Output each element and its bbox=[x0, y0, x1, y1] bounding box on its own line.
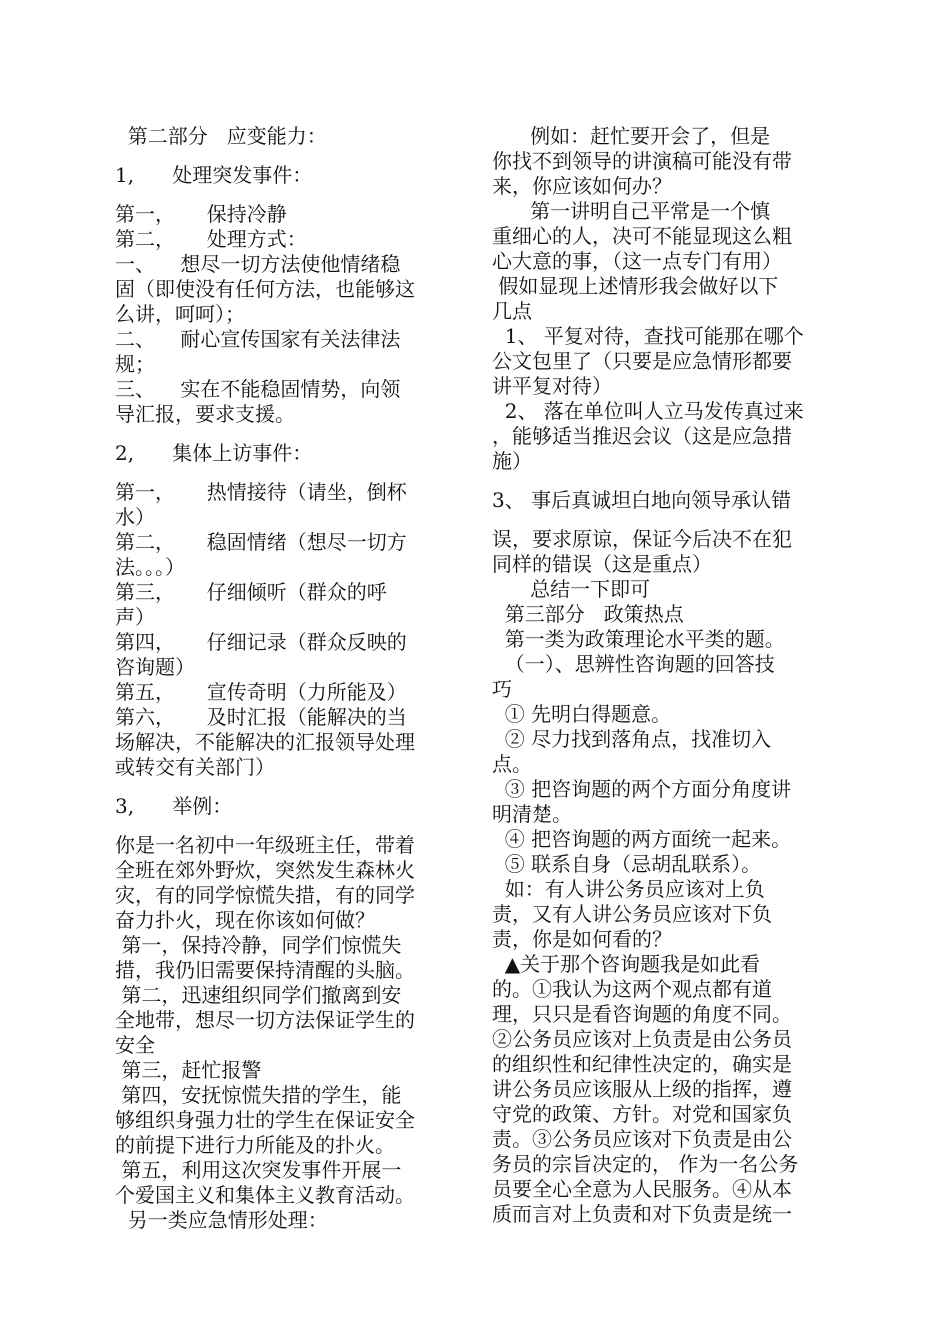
text-line: 1、 平复对待，查找可能那在哪个 bbox=[492, 324, 804, 348]
text-line: （一）、思辨性咨询题的回答技 bbox=[492, 652, 775, 676]
text-line: 第二，迅速组织同学们撤离到安 bbox=[115, 983, 402, 1007]
text-line: 误，要求原谅，保证今后决不在犯 bbox=[492, 527, 792, 551]
text-line: 一、 想尽一切方法使他情绪稳 bbox=[115, 252, 401, 276]
text-line: ⑤ 联系自身（忌胡乱联系）。 bbox=[492, 852, 762, 876]
text-line: 守党的政策、方针。对党和国家负 bbox=[492, 1102, 792, 1126]
text-line: 固（即使没有任何方法，也能够这 bbox=[115, 277, 415, 301]
text-line: 责，你是如何看的？ bbox=[492, 927, 672, 951]
text-line: 第二， 稳固情绪（想尽一切方 bbox=[115, 530, 407, 554]
text-line: 么讲，呵呵）； bbox=[115, 302, 245, 326]
text-line: ④ 把咨询题的两方面统一起来。 bbox=[492, 827, 792, 851]
text-line: 第二部分 应变能力： bbox=[115, 124, 327, 148]
text-line: 责。③公务员应该对下负责是由公 bbox=[492, 1127, 792, 1151]
paragraph-gap bbox=[115, 819, 455, 833]
text-line: 全班在郊外野炊，突然发生森林火 bbox=[115, 858, 415, 882]
text-line: 第一， 保持冷静 bbox=[115, 202, 287, 226]
text-line: 第一类为政策理论水平类的题。 bbox=[492, 627, 785, 651]
text-line: 的前提下进行力所能及的扑火。 bbox=[115, 1133, 395, 1157]
text-line: 公文包里了（只要是应急情形都要 bbox=[492, 349, 792, 373]
text-line: 责，又有人讲公务员应该对下负 bbox=[492, 902, 772, 926]
text-line: 咨询题） bbox=[115, 655, 195, 679]
text-line: 第三，赶忙报警 bbox=[115, 1058, 262, 1082]
text-line: ③ 把咨询题的两个方面分角度讲 bbox=[492, 777, 792, 801]
text-line: 第三， 仔细倾听（群众的呼 bbox=[115, 580, 387, 604]
text-line: 2、 落在单位叫人立马发传真过来 bbox=[492, 399, 804, 423]
text-line: 第六， 及时汇报（能解决的当 bbox=[115, 705, 407, 729]
text-line: 够组织身强力壮的学生在保证安全 bbox=[115, 1108, 415, 1132]
text-line: ② 尽力找到落角点，找准切入 bbox=[492, 727, 772, 751]
text-line: 第四，安抚惊慌失措的学生，能 bbox=[115, 1083, 402, 1107]
text-line: 理，只只是看咨询题的角度不同。 bbox=[492, 1002, 792, 1026]
text-line: 第一， 热情接待（请坐，倒杯 bbox=[115, 480, 407, 504]
paragraph-gap bbox=[115, 427, 455, 441]
paragraph-gap bbox=[115, 149, 455, 163]
text-line: 心大意的事，（这一点专门有用） bbox=[492, 249, 782, 273]
text-line: 三、 实在不能稳固情势，向领 bbox=[115, 377, 401, 401]
text-line: 第五，利用这次突发事件开展一 bbox=[115, 1158, 402, 1182]
text-line: 的。①我认为这两个观点都有道 bbox=[492, 977, 772, 1001]
text-line: 1, 处理突发事件： bbox=[115, 163, 313, 187]
paragraph-gap bbox=[115, 466, 455, 480]
text-line: 第三部分 政策热点 bbox=[492, 602, 684, 626]
text-line: 场解决，不能解决的汇报领导处理 bbox=[115, 730, 415, 754]
text-line: 员要全心全意为人民服务。④从本 bbox=[492, 1177, 792, 1201]
text-line: 总结一下即可 bbox=[492, 577, 651, 601]
text-line: 或转交有关部门） bbox=[115, 755, 275, 779]
text-line: 巧 bbox=[492, 677, 512, 701]
text-line: 二、 耐心宣传国家有关法律法 bbox=[115, 327, 401, 351]
text-line: 同样的错误（这是重点） bbox=[492, 552, 712, 576]
text-line: 的组织性和纪律性决定的，确实是 bbox=[492, 1052, 792, 1076]
text-line: 水） bbox=[115, 505, 155, 529]
text-line: ②公务员应该对上负责是由公务员 bbox=[492, 1027, 792, 1051]
text-line: 3、 事后真诚坦白地向领导承认错 bbox=[492, 488, 792, 512]
text-line: 第二， 处理方式： bbox=[115, 227, 307, 251]
left-column bbox=[115, 124, 455, 1233]
text-line: 导汇报，要求支援。 bbox=[115, 402, 295, 426]
text-line: 措，我仍旧需要保持清醒的头脑。 bbox=[115, 958, 415, 982]
paragraph-gap bbox=[115, 188, 455, 202]
text-line: 3, 举例： bbox=[115, 794, 233, 818]
paragraph-gap bbox=[492, 513, 832, 527]
text-line: 规； bbox=[115, 352, 155, 376]
text-line: 第四， 仔细记录（群众反映的 bbox=[115, 630, 407, 654]
text-line: 明清楚。 bbox=[492, 802, 572, 826]
text-line: 来，你应该如何办？ bbox=[492, 174, 672, 198]
text-line: 你找不到领导的讲演稿可能没有带 bbox=[492, 149, 792, 173]
text-line: 点。 bbox=[492, 752, 532, 776]
text-line: ，能够适当推迟会议（这是应急措 bbox=[492, 424, 792, 448]
text-line: 第一讲明自己平常是一个慎 bbox=[492, 199, 771, 223]
text-line: 务员的宗旨决定的， 作为一名公务 bbox=[492, 1152, 799, 1176]
text-line: 法。。。） bbox=[115, 555, 185, 579]
text-line: 你是一名初中一年级班主任，带着 bbox=[115, 833, 415, 857]
right-column bbox=[492, 124, 832, 1227]
text-line: 如：有人讲公务员应该对上负 bbox=[492, 877, 765, 901]
text-line: 奋力扑火，现在你该如何做？ bbox=[115, 908, 375, 932]
text-line: 声） bbox=[115, 605, 155, 629]
paragraph-gap bbox=[115, 780, 455, 794]
text-line: ① 先明白得题意。 bbox=[492, 702, 672, 726]
text-line: 第一，保持冷静，同学们惊慌失 bbox=[115, 933, 402, 957]
text-line: 全地带，想尽一切方法保证学生的 bbox=[115, 1008, 415, 1032]
text-line: 讲公务员应该服从上级的指挥，遵 bbox=[492, 1077, 792, 1101]
text-line: 灾，有的同学惊慌失措，有的同学 bbox=[115, 883, 415, 907]
text-line: 第五， 宣传奇明（力所能及） bbox=[115, 680, 407, 704]
text-line: 例如：赶忙要开会了，但是 bbox=[492, 124, 771, 148]
text-line: 安全 bbox=[115, 1033, 155, 1057]
text-line: ▲关于那个咨询题我是如此看 bbox=[492, 952, 761, 976]
text-line: 2, 集体上访事件： bbox=[115, 441, 313, 465]
text-line: 假如显现上述情形我会做好以下 bbox=[492, 274, 779, 298]
text-line: 施） bbox=[492, 449, 532, 473]
text-line: 几点 bbox=[492, 299, 532, 323]
text-line: 讲平复对待） bbox=[492, 374, 612, 398]
text-line: 质而言对上负责和对下负责是统一 bbox=[492, 1202, 792, 1226]
text-line: 另一类应急情形处理： bbox=[115, 1208, 328, 1232]
text-line: 重细心的人，决可不能显现这么粗 bbox=[492, 224, 792, 248]
paragraph-gap bbox=[492, 474, 832, 488]
text-line: 个爱国主义和集体主义教育活动。 bbox=[115, 1183, 415, 1207]
